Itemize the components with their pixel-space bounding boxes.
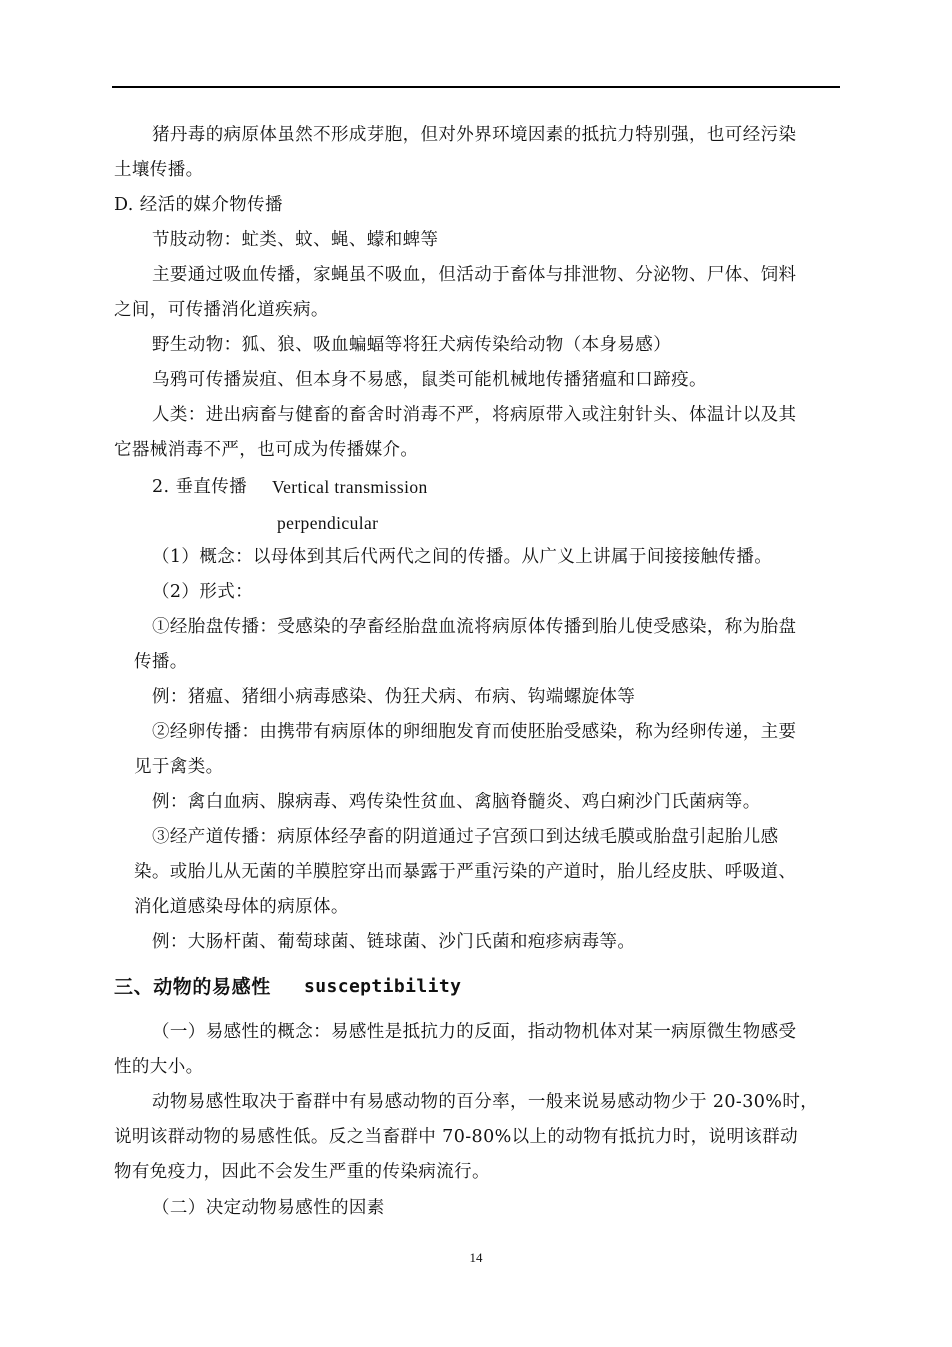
paragraph-line: 例：大肠杆菌、葡萄球菌、链球菌、沙门氏菌和疱疹病毒等。 [152, 932, 636, 952]
paragraph-line: 主要通过吸血传播，家蝇虽不吸血，但活动于畜体与排泄物、分泌物、尸体、饲料 [152, 265, 797, 285]
paragraph-line: 猪丹毒的病原体虽然不形成芽胞，但对外界环境因素的抵抗力特别强，也可经污染 [152, 125, 797, 145]
english-term: Vertical transmission [272, 477, 428, 497]
paragraph-line: 节肢动物：虻类、蚊、蝇、蠓和蜱等 [152, 230, 439, 250]
paragraph-line: ②经卵传播：由携带有病原体的卵细胞发育而使胚胎受感染，称为经卵传递，主要 [152, 722, 797, 742]
subsection-heading: 2. 垂直传播 [152, 477, 248, 497]
paragraph-line: 例：猪瘟、猪细小病毒感染、伪狂犬病、布病、钩端螺旋体等 [152, 687, 636, 707]
paragraph-line: 说明该群动物的易感性低。反之当畜群中 70-80%以上的动物有抵抗力时，说明该群动 [114, 1127, 799, 1147]
paragraph-line: （二）决定动物易感性的因素 [152, 1198, 385, 1218]
paragraph-line: 传播。 [134, 652, 188, 672]
paragraph-line: 乌鸦可传播炭疽、但本身不易感，鼠类可能机械地传播猪瘟和口蹄疫。 [152, 370, 707, 390]
paragraph-line: 消化道感染母体的病原体。 [134, 897, 349, 917]
paragraph-line: （一）易感性的概念：易感性是抵抗力的反面，指动物机体对某一病原微生物感受 [152, 1022, 797, 1042]
english-term: perpendicular [277, 513, 379, 533]
paragraph-line: 物有免疫力，因此不会发生严重的传染病流行。 [114, 1162, 490, 1182]
paragraph-line: 土壤传播。 [114, 160, 204, 180]
paragraph-line: 野生动物：狐、狼、吸血蝙蝠等将狂犬病传染给动物（本身易感） [152, 335, 672, 355]
section-heading: 三、动物的易感性 [114, 976, 271, 998]
paragraph-line: 之间，可传播消化道疾病。 [114, 300, 329, 320]
paragraph-line: ①经胎盘传播：受感染的孕畜经胎盘血流将病原体传播到胎儿使受感染，称为胎盘 [152, 617, 797, 637]
paragraph-line: （2）形式： [152, 582, 254, 602]
page-number: 14 [469, 1250, 483, 1265]
paragraph-line: 人类：进出病畜与健畜的畜舍时消毒不严，将病原带入或注射针头、体温计以及其 [152, 405, 797, 425]
subsection-heading: D. 经活的媒介物传播 [114, 195, 283, 215]
paragraph-line: 例：禽白血病、腺病毒、鸡传染性贫血、禽脑脊髓炎、鸡白痢沙门氏菌病等。 [152, 792, 761, 812]
paragraph-line: ③经产道传播：病原体经孕畜的阴道通过子宫颈口到达绒毛膜或胎盘引起胎儿感 [152, 827, 779, 847]
header-rule [112, 86, 840, 88]
paragraph-line: 染。或胎儿从无菌的羊膜腔穿出而暴露于严重污染的产道时，胎儿经皮肤、呼吸道、 [134, 862, 797, 882]
paragraph-line: 性的大小。 [114, 1057, 204, 1077]
paragraph-line: 见于禽类。 [134, 757, 224, 777]
paragraph-line: （1）概念：以母体到其后代两代之间的传播。从广义上讲属于间接接触传播。 [152, 547, 773, 567]
section-heading-english: susceptibility [304, 976, 462, 997]
paragraph-line: 动物易感性取决于畜群中有易感动物的百分率，一般来说易感动物少于 20-30%时， [152, 1092, 819, 1112]
paragraph-line: 它器械消毒不严，也可成为传播媒介。 [114, 440, 419, 460]
